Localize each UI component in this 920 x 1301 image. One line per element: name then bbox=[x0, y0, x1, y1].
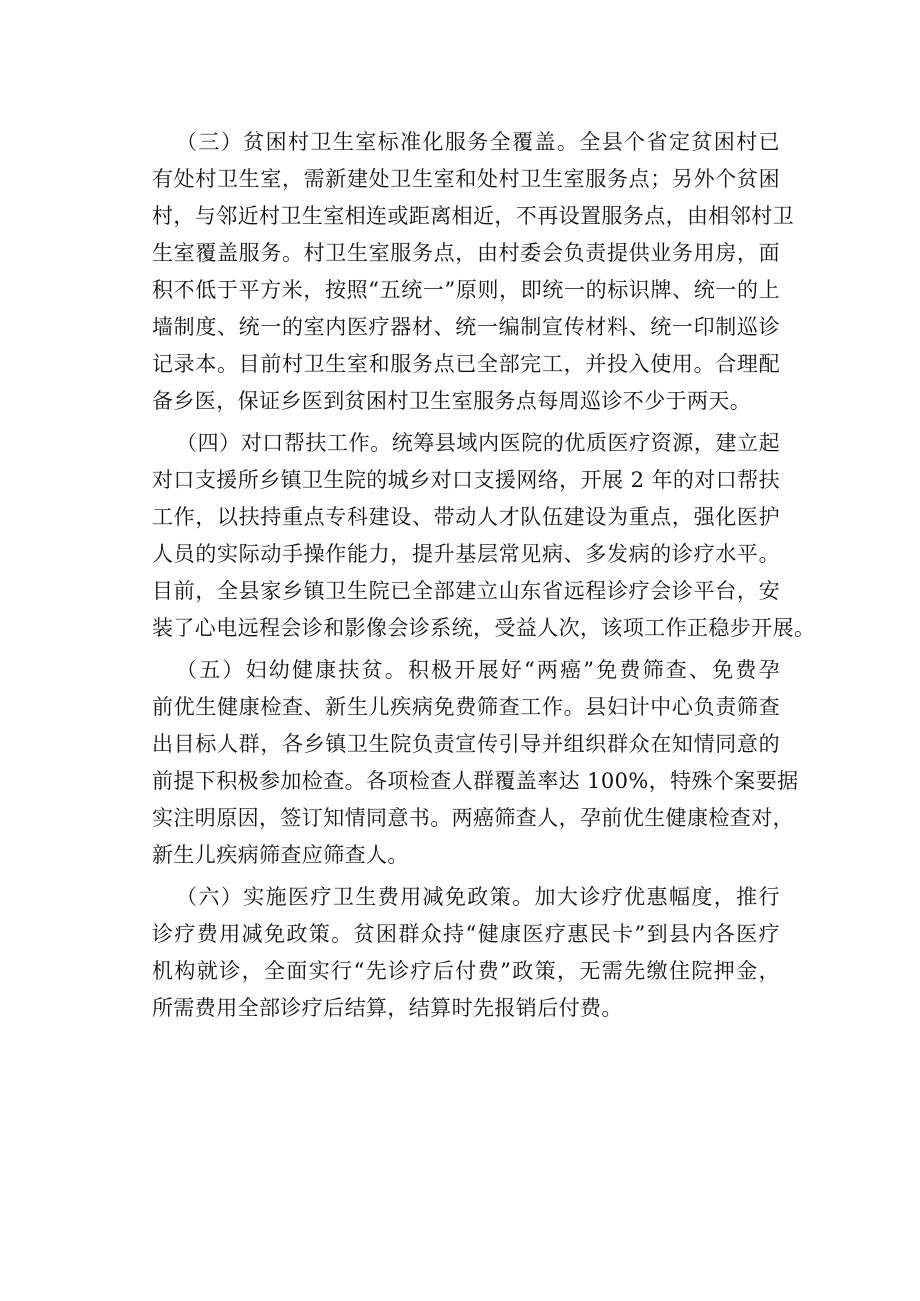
text-line: 前优生健康检查、新生儿疾病免费筛查工作。县妇计中心负责筛查 bbox=[152, 695, 780, 719]
text-line: 积不低于平方米，按照“五统一”原则，即统一的标识牌、统一的上 bbox=[152, 278, 780, 302]
text-line: 备乡医，保证乡医到贫困村卫生室服务点每周巡诊不少于两天。 bbox=[152, 389, 752, 413]
paragraph-village-clinics bbox=[152, 124, 794, 420]
text-line: 所需费用全部诊疗后结算，结算时先报销后付费。 bbox=[152, 996, 623, 1020]
paragraph-paired-assistance bbox=[152, 425, 816, 647]
text-line: 记录本。目前村卫生室和服务点已全部完工，并投入使用。合理配 bbox=[152, 352, 780, 376]
text-line: 机构就诊，全面实行“先诊疗后付费”政策，无需先缴住院押金， bbox=[152, 959, 780, 983]
text-line: 目前，全县家乡镇卫生院已全部建立山东省远程诊疗会诊平台，安 bbox=[152, 579, 780, 603]
text-line: 装了心电远程会诊和影像会诊系统，受益人次，该项工作正稳步开展。 bbox=[152, 616, 816, 640]
text-line: 工作，以扶持重点专科建设、带动人才队伍建设为重点，强化医护 bbox=[152, 505, 780, 529]
text-line: （三）贫困村卫生室标准化服务全覆盖。全县个省定贫困村已 bbox=[176, 130, 780, 154]
text-line: （六）实施医疗卫生费用减免政策。加大诊疗优惠幅度，推行 bbox=[176, 885, 780, 909]
text-line: 墙制度、统一的室内医疗器材、统一编制宣传材料、统一印制巡诊 bbox=[152, 315, 780, 339]
text-line: 诊疗费用减免政策。贫困群众持“健康医疗惠民卡”到县内各医疗 bbox=[152, 922, 780, 946]
text-line: 对口支援所乡镇卫生院的城乡对口支援网络，开展 2 年的对口帮扶 bbox=[152, 468, 780, 492]
paragraph-fee-reduction bbox=[152, 879, 780, 1027]
text-line: （五）妇幼健康扶贫。积极开展好“两癌”免费筛查、免费孕 bbox=[176, 658, 780, 682]
text-line: 生室覆盖服务。村卫生室服务点，由村委会负责提供业务用房，面 bbox=[152, 241, 780, 265]
text-line: 有处村卫生室，需新建处卫生室和处村卫生室服务点；另外个贫困 bbox=[152, 167, 780, 191]
paragraph-maternal-child-health bbox=[152, 652, 799, 874]
text-line: （四）对口帮扶工作。统筹县域内医院的优质医疗资源，建立起 bbox=[176, 431, 780, 455]
text-line: 出目标人群，各乡镇卫生院负责宣传引导并组织群众在知情同意的 bbox=[152, 732, 780, 756]
text-line: 前提下积极参加检查。各项检查人群覆盖率达 100%，特殊个案要据 bbox=[152, 769, 799, 793]
text-line: 人员的实际动手操作能力，提升基层常见病、多发病的诊疗水平。 bbox=[152, 542, 780, 566]
text-line: 村，与邻近村卫生室相连或距离相近，不再设置服务点，由相邻村卫 bbox=[152, 204, 794, 228]
text-line: 新生儿疾病筛查应筛查人。 bbox=[152, 843, 409, 867]
text-line: 实注明原因，签订知情同意书。两癌筛查人，孕前优生健康检查对， bbox=[152, 806, 794, 830]
document-page bbox=[152, 124, 816, 1032]
